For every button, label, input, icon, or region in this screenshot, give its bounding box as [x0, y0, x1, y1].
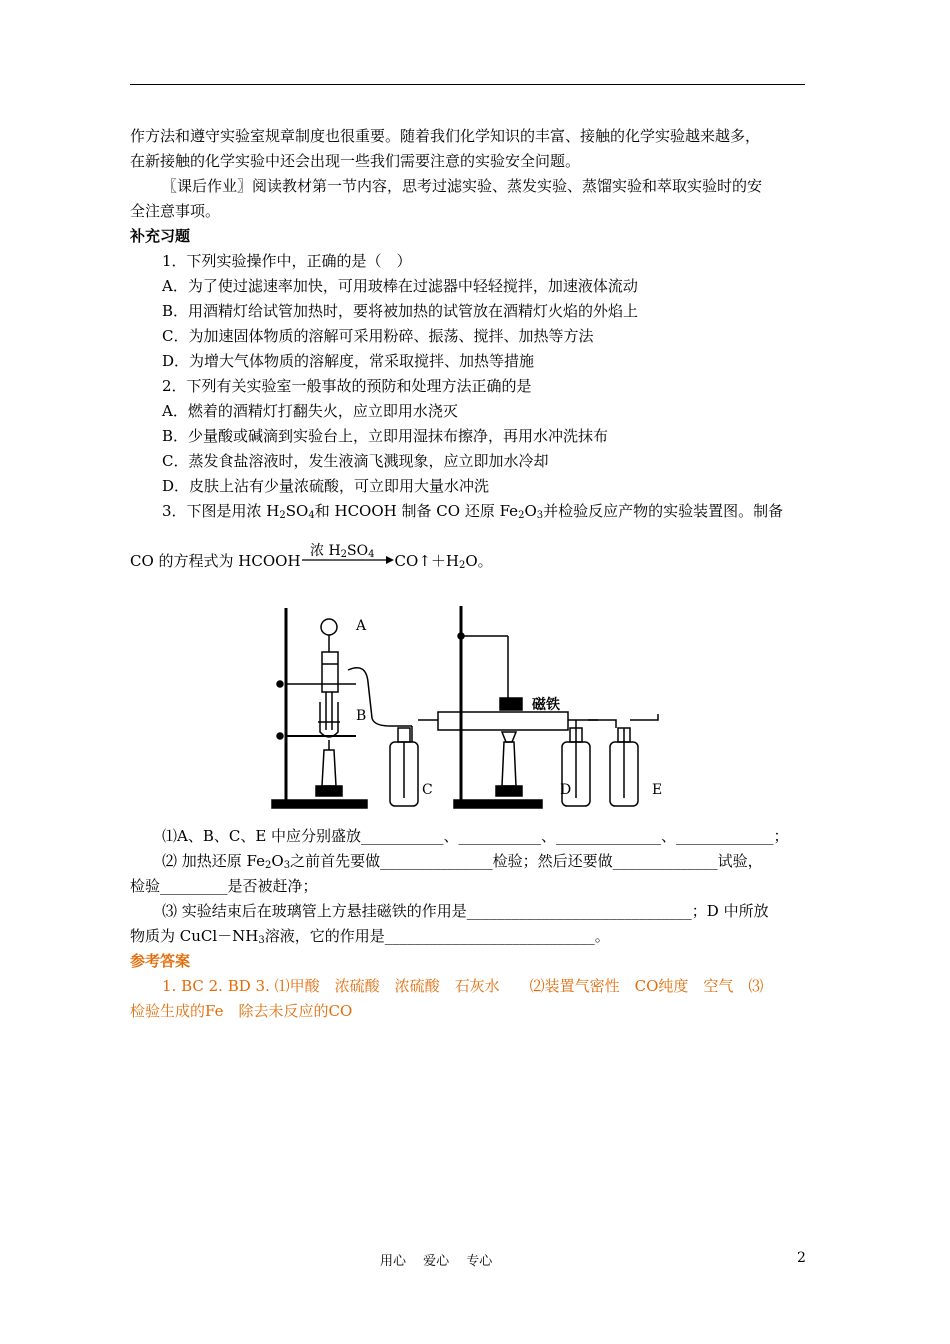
label-d: D: [560, 782, 572, 798]
label-magnet: 磁铁: [532, 697, 560, 713]
q3-part-2b: 检验_________是否被赶净；: [130, 877, 318, 895]
q3-part-3b: 物质为 $CuCl-NH_3$溶液，它的作用是____________________________。: [130, 927, 610, 946]
q3-part-1: ⑴A、B、C、E 中应分别盛放___________、___________、______________、_____________；: [162, 827, 789, 845]
q2-option-b: B．少量酸或碱滴到实验台上，立即用湿抹布擦净，再用水冲洗抹布: [162, 427, 609, 445]
intro-line-1: 作方法和遵守实验室规章制度也很重要。随着我们化学知识的丰富、接触的化学实验越来越多，: [130, 127, 761, 145]
equation-left: CO 的方程式为 HCOOH: [130, 552, 301, 570]
answers-title: 参考答案: [130, 952, 191, 970]
label-e: E: [652, 782, 663, 798]
label-b: B: [356, 708, 367, 724]
intro-line-2: 在新接触的化学实验中还会出现一些我们需要注意的实验安全问题。: [130, 152, 581, 170]
homework-line-1: 〖课后作业〗阅读教材第一节内容，思考过滤实验、蒸发实验、蒸馏实验和萃取实验时的安: [162, 177, 763, 195]
q2-option-a: A．燃着的酒精灯打翻失火，应立即用水浇灭: [162, 402, 458, 420]
answers-line-1: 1. BC 2. BD 3. ⑴甲酸 浓硫酸 浓硫酸 石灰水 ⑵装置气密性 CO纯度 空气 ⑶: [162, 977, 764, 995]
q1-stem: 1．下列实验操作中，正确的是（ ）: [162, 252, 412, 270]
label-c: C: [422, 782, 433, 798]
page-number: 2: [797, 1250, 806, 1266]
q3-part-2a: ⑵ 加热还原 $Fe_2O_3$之前首先要做_______________检验；然后还要做______________试验，: [162, 852, 763, 871]
reaction-condition: 浓 $H_2SO_4$: [310, 543, 375, 560]
label-a: A: [356, 618, 367, 634]
q3-stem: 3．下图是用浓 $H_2SO_4$和 HCOOH 制备 CO 还原 $Fe_2O_3$并检验反应产物的实验装置图。制备: [162, 502, 784, 521]
answers-line-2: 检验生成的Fe 除去未反应的CO: [130, 1002, 353, 1020]
reaction-arrow: [302, 540, 394, 570]
q1-option-a: A．为了使过滤速率加快，可用玻棒在过滤器中轻轻搅拌，加速液体流动: [162, 277, 638, 295]
q2-stem: 2．下列有关实验室一般事故的预防和处理方法正确的是: [162, 377, 532, 395]
header-rule: [130, 84, 805, 85]
footer-text: 用心 爱心 专心: [380, 1254, 493, 1269]
q1-option-b: B．用酒精灯给试管加热时，要将被加热的试管放在酒精灯火焰的外焰上: [162, 302, 639, 320]
q2-option-d: D．皮肤上沾有少量浓硫酸，可立即用大量水冲洗: [162, 477, 490, 495]
equation-line: [130, 552, 820, 570]
q1-option-c: C．为加速固体物质的溶解可采用粉碎、振荡、搅拌、加热等方法: [162, 327, 594, 345]
apparatus-figure: [268, 602, 668, 820]
equation-right: $CO↑+H_2O$。: [394, 552, 493, 571]
section-title: 补充习题: [130, 227, 191, 245]
q1-option-d: D．为增大气体物质的溶解度，常采取搅拌、加热等措施: [162, 352, 535, 370]
q2-option-c: C．蒸发食盐溶液时，发生液滴飞溅现象，应立即加水冷却: [162, 452, 549, 470]
q3-part-3a: ⑶ 实验结束后在玻璃管上方悬挂磁铁的作用是______________________________；D 中所放: [162, 902, 769, 920]
homework-line-2: 全注意事项。: [130, 202, 221, 220]
